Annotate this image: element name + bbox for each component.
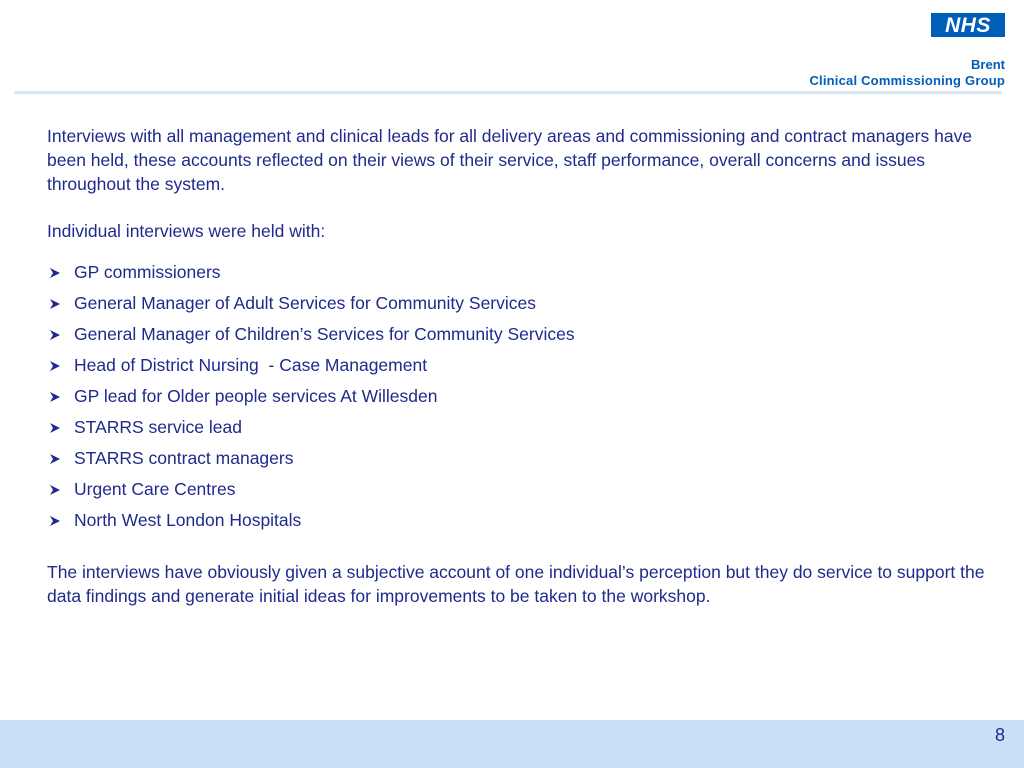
nhs-logo: [931, 13, 1005, 37]
list-item: [47, 381, 992, 412]
list-item-text: STARRS contract managers: [74, 448, 294, 468]
header-divider: [14, 91, 1002, 94]
list-item: [47, 474, 992, 505]
interviews-lead-text: Individual interviews were held with:: [47, 221, 326, 241]
arrowhead-bullet-icon: [47, 443, 74, 474]
list-item: [47, 350, 992, 381]
arrowhead-bullet-icon: [47, 505, 74, 536]
list-item-text: General Manager of Children’s Services for Community Services: [74, 324, 575, 344]
list-item-text: GP lead for Older people services At Willesden: [74, 386, 438, 406]
intro-paragraph: Interviews with all management and clinical leads for all delivery areas and commissioning and contract managers have been held, these accounts reflected on their views of their service, staff performance, overall concerns and issues throughout the system.: [47, 126, 973, 194]
list-item-text: Head of District Nursing - Case Management: [74, 355, 428, 375]
page-number: 8: [994, 725, 1005, 745]
arrowhead-bullet-icon: [47, 474, 74, 505]
footer-bar: [0, 720, 1024, 768]
arrowhead-bullet-icon: [47, 319, 74, 350]
arrowhead-bullet-icon: [47, 350, 74, 381]
list-item: [47, 288, 992, 319]
org-name-line1: Brent: [971, 57, 1005, 72]
nhs-logo-text: NHS: [945, 13, 991, 37]
list-item-text: Urgent Care Centres: [74, 479, 236, 499]
arrowhead-bullet-icon: [47, 288, 74, 319]
interviewee-list: [47, 257, 992, 536]
list-item: [47, 319, 992, 350]
list-item-text: General Manager of Adult Services for Community Services: [74, 293, 536, 313]
list-item: [47, 257, 992, 288]
list-item-text: North West London Hospitals: [74, 510, 302, 530]
arrowhead-bullet-icon: [47, 381, 74, 412]
list-item-text: STARRS service lead: [74, 417, 242, 437]
organisation-name: [809, 57, 1005, 89]
list-item: [47, 412, 992, 443]
arrowhead-bullet-icon: [47, 412, 74, 443]
closing-paragraph: The interviews have obviously given a subjective account of one individual’s perception but they do service to support the data findings and generate initial ideas for improvements to be taken to the workshop.: [47, 562, 985, 606]
slide-body: [47, 124, 992, 608]
list-item: [47, 505, 992, 536]
list-item: [47, 443, 992, 474]
arrowhead-bullet-icon: [47, 257, 74, 288]
org-name-line2: Clinical Commissioning Group: [809, 73, 1005, 88]
list-item-text: GP commissioners: [74, 262, 221, 282]
